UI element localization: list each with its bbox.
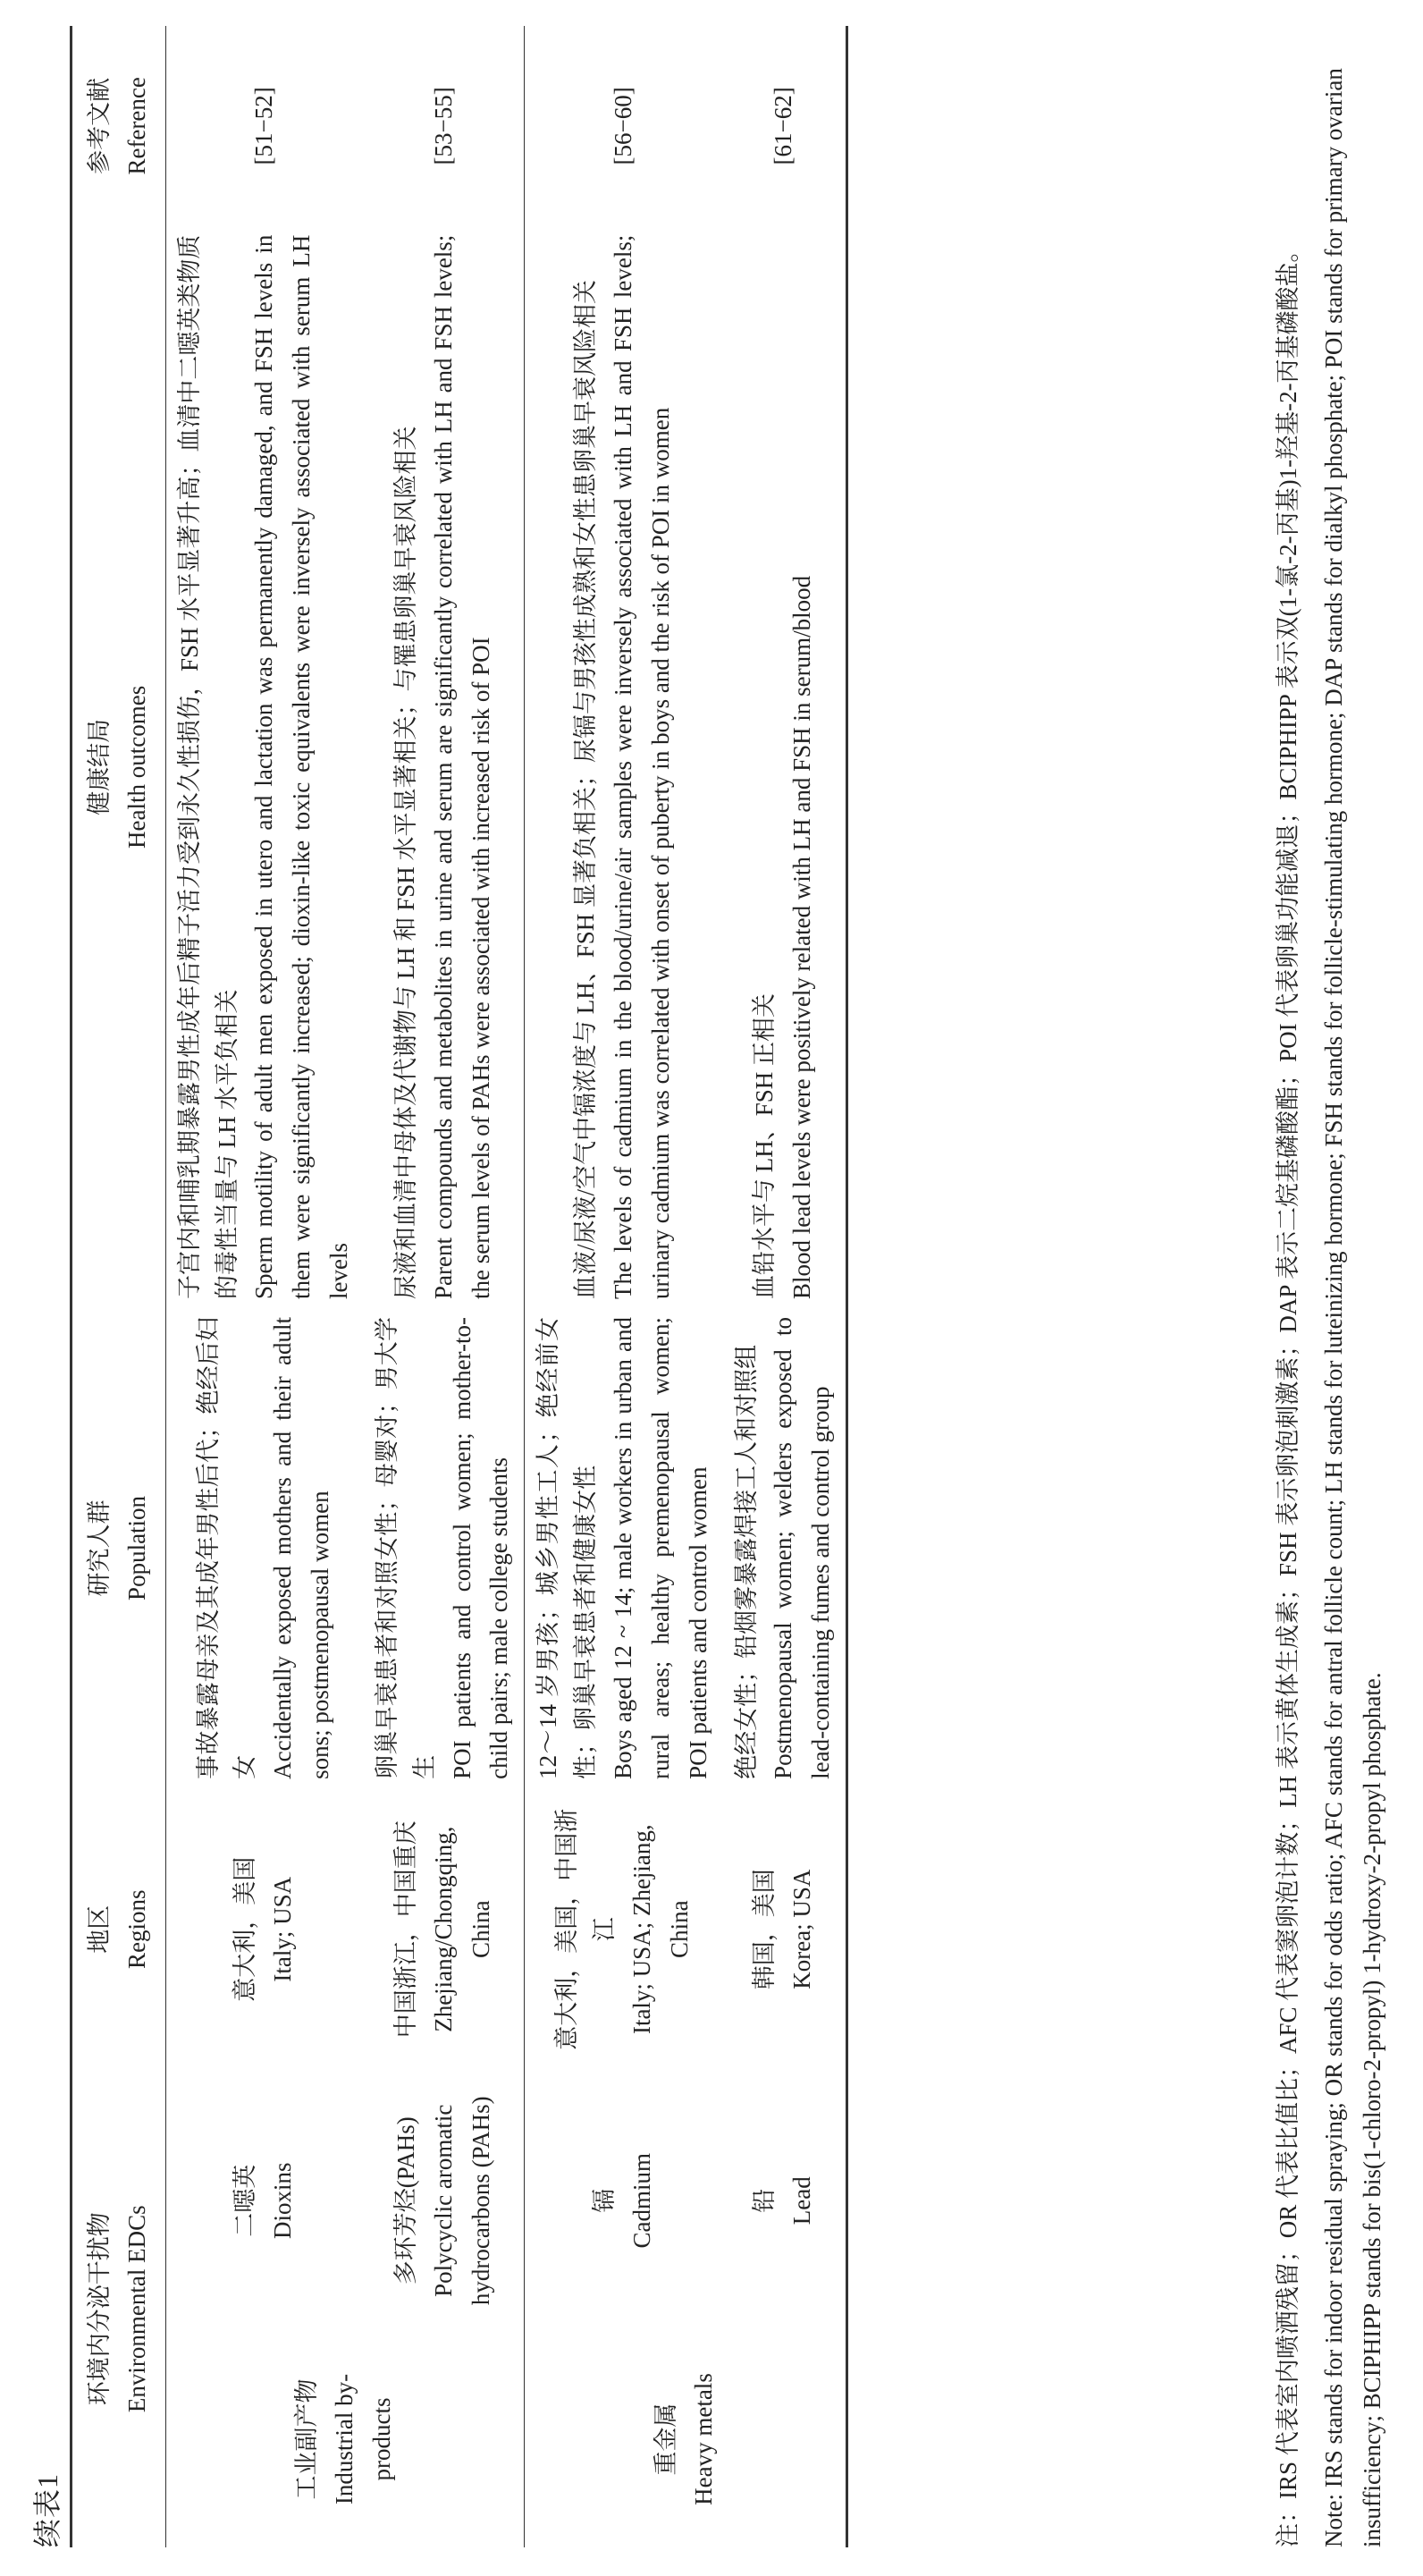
data-table	[70, 26, 848, 2547]
region-cell: 中国浙江，中国重庆 Zhejiang/Chongqing, China	[392, 1820, 494, 2039]
edc-cell: 镉 Cadmium	[591, 2153, 655, 2249]
edc-cell: 多环芳烃(PAHs) Polycyclic aromatic hydrocarbons (PAHs)	[392, 2096, 494, 2306]
table-row	[723, 26, 847, 2547]
table-caption: 续表1	[31, 2472, 63, 2547]
header-health-outcomes: 健康结局 Health outcomes	[86, 685, 150, 849]
header-regions: 地区 Regions	[86, 1889, 150, 1969]
edc-cell: 二噁英 Dioxins	[232, 2162, 297, 2240]
reference-cell: [53−55]	[429, 87, 457, 165]
category-cell: 重金属 Heavy metals	[652, 2373, 717, 2505]
table-row	[165, 26, 364, 2547]
outcome-cell: 尿液和血清中母体及代谢物与 LH 和 FSH 水平显著相关；与罹患卵巢早衰风险相关 Parent compounds and metabolites in urine and serum are significantly correlated with LH and FSH levels; the serum levels of PAHs were associated with increased risk of POI	[392, 234, 494, 1299]
category-cell: 工业副产物 Industrial by-products	[293, 2373, 395, 2505]
outcome-cell: 子宫内和哺乳期暴露男性成年后精子活力受到永久性损伤，FSH 水平显著升高；血清中二噁英类物质的毒性当量与 LH 水平负相关 Sperm motility of adult men exposed in utero and lactation was permanently damaged, and FSH levels in them were significantly increased; dioxin-like toxic equivalents were inversely associated with serum LH levels	[175, 234, 353, 1299]
header-population: 研究人群 Population	[86, 1495, 150, 1600]
outcome-cell: 血铅水平与 LH、FSH 正相关 Blood lead levels were positively related with LH and FSH in serum/blood	[751, 575, 816, 1299]
population-cell: 事故暴露母亲及其成年男性后代；绝经后妇女 Accidentally exposed mothers and their adult sons; postmenopausal women	[194, 1317, 334, 1779]
table-row	[364, 26, 525, 2547]
reference-cell: [61−62]	[770, 87, 797, 165]
reference-cell: [56−60]	[609, 87, 636, 165]
table-header-row	[72, 26, 166, 2547]
population-cell: 12～14 岁男孩；城乡男性工人；绝经前女性；卵巢早衰患者和健康女性 Boys aged 12 ~ 14; male workers in urban and rural areas; healthy premenopausal women; POI patients and control women	[535, 1317, 712, 1779]
population-cell: 绝经女性；铅烟雾暴露焊接工人和对照组 Postmenopausal women; welders exposed to lead-containing fumes and control group	[732, 1317, 835, 1779]
header-edcs: 环境内分泌干扰物 Environmental EDCs	[86, 2205, 150, 2413]
table-notes	[1269, 26, 1400, 2547]
table-row	[525, 26, 723, 2547]
region-cell: 意大利，美国 Italy; USA	[232, 1856, 297, 2002]
edc-cell: 铅 Lead	[751, 2176, 816, 2225]
region-cell: 意大利，美国，中国浙江 Italy; USA; Zhejiang, China	[553, 1808, 693, 2050]
note-english: Note: IRS stands for indoor residual spraying; OR stands for odds ratio; AFC stands for antral follicle count; LH stands for luteinizing hormone; FSH stands for follicle-stimulating hormone; DAP stands for dialkyl phosphate; POI stands for primary ovarian insufficiency; BCIPHIPP stands for bis(1-chloro-2-propyl) 1-hydroxy-2-propyl phosphate.	[1320, 68, 1386, 2547]
population-cell: 卵巢早衰患者和对照女性；母婴对；男大学生 POI patients and control women; mother-to-child pairs; male college students	[373, 1317, 513, 1779]
header-reference: 参考文献 Reference	[86, 77, 150, 175]
outcome-cell: 血液/尿液/空气中镉浓度与 LH、FSH 显著负相关；尿镉与男孩性成熟和女性患卵巢早衰风险相关 The levels of cadmium in the blood/urine/air samples were inversely associated with LH and FSH levels; urinary cadmium was correlated with onset of puberty in boys and the risk of POI in women	[572, 234, 674, 1299]
reference-cell: [51−52]	[250, 87, 278, 165]
region-cell: 韩国，美国 Korea; USA	[751, 1869, 816, 1990]
note-chinese: 注：IRS 代表室内喷洒残留；OR 代表比值比；AFC 代表窦卵泡计数；LH 表示黄体生成素；FSH 表示卵泡刺激素；DAP 表示二烷基磷酸酯；POI 代表卵巢功能减退；BCIPHIPP 表示双(1-氯-2-丙基)1-羟基-2-丙基磷酸盐。	[1275, 238, 1301, 2547]
